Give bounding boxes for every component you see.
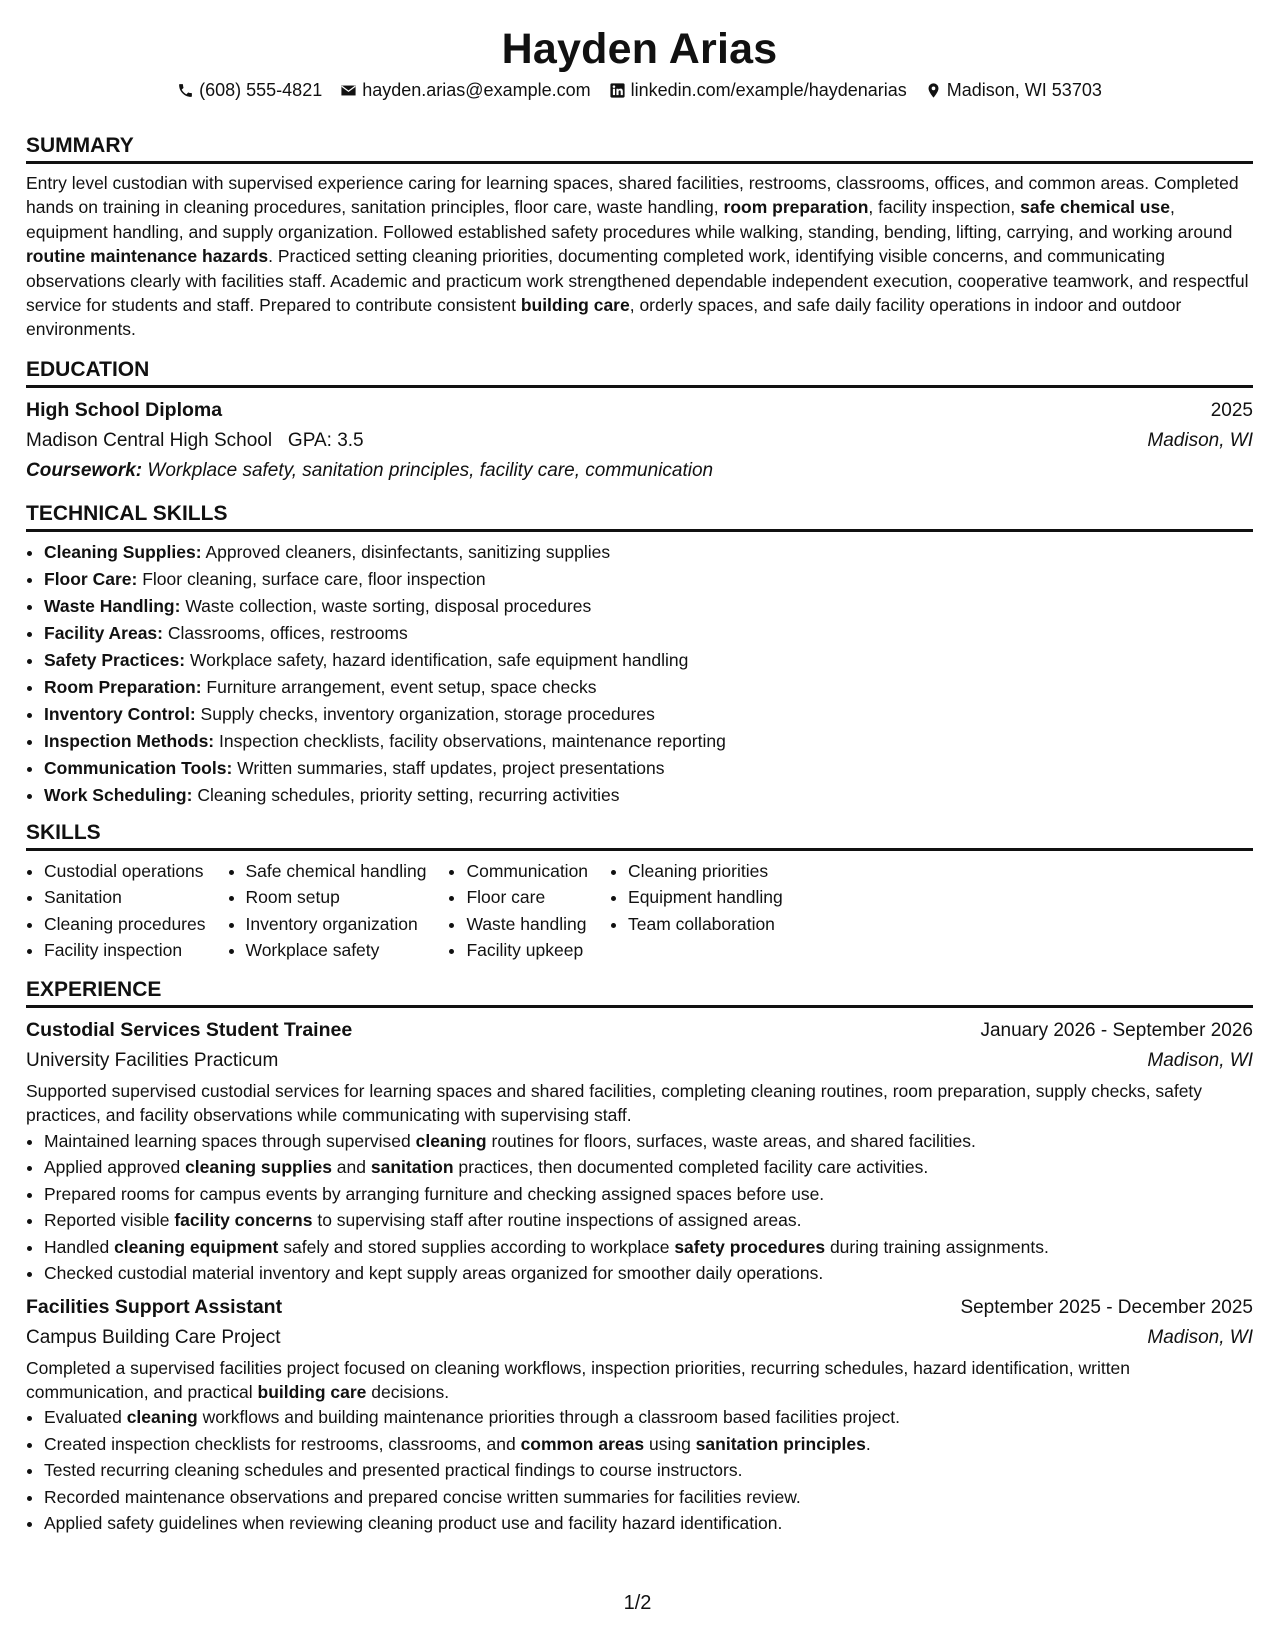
skill-value: Inspection checklists, facility observations, maintenance reporting	[219, 730, 726, 751]
list-item: • Tested recurring cleaning schedules and presented practical findings to course instructors.	[44, 1457, 1253, 1484]
job-description: Supported supervised custodial services for learning spaces and shared facilities, completing cleaning routines, room preparation, supply checks, safety practices, and facility observations while communicating with supervising staff.	[26, 1080, 1203, 1126]
resume-page	[26, 0, 1253, 1537]
job-location: Madison, WI	[1147, 1326, 1253, 1348]
linkedin-link[interactable]: linkedin.com/example/haydenarias	[630, 80, 907, 100]
emphasis-text: facility concerns	[174, 1210, 313, 1231]
section-title-skills: SKILLS	[26, 819, 1253, 851]
job-organization: Campus Building Care Project	[26, 1326, 281, 1348]
list-item: • Facility upkeep	[466, 937, 588, 964]
school-name: Madison Central High School	[26, 429, 273, 451]
summary-section	[26, 132, 1253, 342]
skills-column-3	[448, 858, 588, 964]
school-line	[26, 426, 364, 456]
linkedin-icon	[609, 82, 626, 99]
list-item	[44, 728, 1253, 755]
job-header-row	[26, 1292, 1253, 1323]
list-item	[44, 674, 1253, 701]
emphasis-text: cleaning equipment	[114, 1236, 279, 1257]
skill-value: Waste collection, waste sorting, disposal procedures	[185, 595, 592, 616]
emphasis-text: common areas	[520, 1433, 645, 1454]
gpa: GPA: 3.5	[287, 429, 364, 451]
emphasis-text: routine maintenance hazards	[26, 246, 269, 267]
job-dates: January 2026 - September 2026	[980, 1019, 1253, 1041]
list-item: • Sanitation	[44, 884, 206, 911]
skill-value: Written summaries, staff updates, project presentations	[237, 757, 665, 778]
skills-section	[26, 819, 1253, 964]
emphasis-text: sanitation	[370, 1157, 454, 1178]
location-text: Madison, WI 53703	[946, 80, 1102, 100]
job-location: Madison, WI	[1147, 1049, 1253, 1071]
phone-icon	[177, 82, 194, 99]
list-item: • Communication	[466, 858, 588, 885]
list-item: • Facility inspection	[44, 937, 206, 964]
emphasis-text: building care	[520, 295, 630, 316]
skill-label: Facility Areas:	[44, 622, 163, 643]
skill-label: Inspection Methods:	[44, 730, 215, 751]
experience-section	[26, 976, 1253, 1537]
list-item	[44, 701, 1253, 728]
job-title: Facilities Support Assistant	[26, 1295, 283, 1318]
list-item	[44, 539, 1253, 566]
skill-label: Safety Practices:	[44, 649, 186, 670]
emphasis-text: building care	[257, 1382, 367, 1403]
skills-column-1	[26, 858, 206, 964]
emphasis-text: cleaning supplies	[185, 1157, 332, 1178]
list-item: • Workplace safety	[246, 937, 427, 964]
skill-value: Workplace safety, hazard identification, safe equipment handling	[189, 649, 689, 670]
job-entry-1	[26, 1015, 1253, 1287]
skill-label: Room Preparation:	[44, 676, 202, 697]
list-item: • Room setup	[246, 884, 427, 911]
technical-skills-section	[26, 500, 1253, 809]
skill-label: Communication Tools:	[44, 757, 233, 778]
skill-label: Cleaning Supplies:	[44, 541, 202, 562]
skills-column-4	[610, 858, 783, 964]
skill-label: Waste Handling:	[44, 595, 181, 616]
skill-value: Floor cleaning, surface care, floor inspection	[142, 568, 486, 589]
list-item: • Checked custodial material inventory and kept supply areas organized for smoother daily operations.	[44, 1260, 1253, 1287]
emphasis-text: cleaning	[415, 1130, 487, 1151]
education-section	[26, 356, 1253, 486]
list-item: • Maintained learning spaces through supervised cleaning routines for floors, surfaces, waste areas, and shared facilities.	[44, 1128, 1253, 1155]
skill-value: Furniture arrangement, event setup, space checks	[206, 676, 597, 697]
list-item: • Cleaning procedures	[44, 911, 206, 938]
contact-linkedin	[609, 78, 907, 102]
skill-label: Inventory Control:	[44, 703, 196, 724]
section-title-education: EDUCATION	[26, 356, 1253, 388]
job-bullets	[26, 1404, 1253, 1537]
list-item	[44, 782, 1253, 809]
list-item	[44, 566, 1253, 593]
phone-number[interactable]: (608) 555-4821	[199, 80, 323, 100]
list-item: • Inventory organization	[246, 911, 427, 938]
summary-text: Entry level custodian with supervised experience caring for learning spaces, shared facilities, restrooms, classrooms, offices, and common areas. Completed hands on training in cleaning procedures, sanitation principles, floor care, waste handling, room preparation, facility inspection, safe chemical use, equipment handling, and supply organization. Followed established safety procedures while walking, standing, bending, lifting, carrying, and working around routine maintenance hazards. Practiced setting cleaning priorities, documenting completed work, identifying visible concerns, and communicating observations clearly with facilities staff. Academic and practicum work strengthened dependable independent execution, cooperative teamwork, and respectful service for students and staff. Prepared to contribute consistent building care, orderly spaces, and safe daily facility operations in indoor and outdoor environments.	[26, 173, 1249, 340]
list-item: • Custodial operations	[44, 858, 206, 885]
emphasis-text: room preparation	[723, 197, 869, 218]
skill-value: Supply checks, inventory organization, storage procedures	[200, 703, 655, 724]
list-item: • Safe chemical handling	[246, 858, 427, 885]
list-item: • Created inspection checklists for restrooms, classrooms, and common areas using sanitation principles.	[44, 1431, 1253, 1458]
list-item	[44, 755, 1253, 782]
map-pin-icon	[925, 82, 942, 99]
candidate-name: Hayden Arias	[501, 25, 778, 73]
coursework	[26, 456, 1253, 486]
email-link[interactable]: hayden.arias@example.com	[362, 80, 591, 100]
list-item: • Cleaning priorities	[628, 858, 783, 885]
skills-grid	[26, 858, 1253, 964]
contact-location	[925, 78, 1102, 102]
education-school-row	[26, 426, 1253, 456]
skill-label: Floor Care:	[44, 568, 138, 589]
school-location: Madison, WI	[1147, 429, 1253, 451]
degree: High School Diploma	[26, 398, 223, 421]
list-item: • Equipment handling	[628, 884, 783, 911]
contact-phone	[177, 78, 322, 102]
emphasis-text: sanitation principles	[695, 1433, 866, 1454]
skill-value: Classrooms, offices, restrooms	[167, 622, 408, 643]
job-org-row	[26, 1323, 1253, 1353]
list-item	[44, 593, 1253, 620]
graduation-year: 2025	[1210, 399, 1253, 421]
emphasis-text: safe chemical use	[1020, 197, 1170, 218]
section-title-technical-skills: TECHNICAL SKILLS	[26, 500, 1253, 532]
list-item: • Prepared rooms for campus events by arranging furniture and checking assigned spaces before use.	[44, 1181, 1253, 1208]
list-item: • Recorded maintenance observations and prepared concise written summaries for facilities review.	[44, 1484, 1253, 1511]
list-item: • Applied safety guidelines when reviewing cleaning product use and facility hazard identification.	[44, 1510, 1253, 1537]
list-item: • Floor care	[466, 884, 588, 911]
section-title-summary: SUMMARY	[26, 132, 1253, 164]
list-item: • Waste handling	[466, 911, 588, 938]
envelope-icon	[340, 82, 357, 99]
list-item	[44, 620, 1253, 647]
list-item: • Applied approved cleaning supplies and sanitation practices, then documented completed facility care activities.	[44, 1154, 1253, 1181]
job-dates: September 2025 - December 2025	[960, 1296, 1253, 1318]
list-item: • Team collaboration	[628, 911, 783, 938]
job-description: Completed a supervised facilities project focused on cleaning workflows, inspection priorities, recurring schedules, hazard identification, written communication, and practical building care decisions.	[26, 1357, 1131, 1403]
job-bullets	[26, 1128, 1253, 1287]
skill-value: Cleaning schedules, priority setting, recurring activities	[197, 784, 620, 805]
list-item: • Reported visible facility concerns to supervising staff after routine inspections of assigned areas.	[44, 1207, 1253, 1234]
coursework-list: Workplace safety, sanitation principles, facility care, communication	[147, 459, 714, 481]
contact-email	[340, 78, 590, 102]
emphasis-text: cleaning	[126, 1407, 198, 1428]
job-organization: University Facilities Practicum	[26, 1049, 279, 1071]
skills-column-2	[228, 858, 427, 964]
education-header-row	[26, 395, 1253, 426]
page-number: 1/2	[623, 1592, 652, 1614]
job-org-row	[26, 1046, 1253, 1076]
job-entry-2	[26, 1292, 1253, 1537]
job-title: Custodial Services Student Trainee	[26, 1018, 353, 1041]
emphasis-text: safety procedures	[674, 1236, 826, 1257]
section-title-experience: EXPERIENCE	[26, 976, 1253, 1008]
coursework-label: Coursework:	[26, 459, 143, 481]
contact-bar	[26, 78, 1253, 102]
list-item: • Evaluated cleaning workflows and building maintenance priorities through a classroom based facilities project.	[44, 1404, 1253, 1431]
list-item	[44, 647, 1253, 674]
skill-value: Approved cleaners, disinfectants, sanitizing supplies	[205, 541, 611, 562]
technical-skills-list	[26, 539, 1253, 809]
job-header-row	[26, 1015, 1253, 1046]
list-item: • Handled cleaning equipment safely and stored supplies according to workplace safety procedures during training assignments.	[44, 1234, 1253, 1261]
skill-label: Work Scheduling:	[44, 784, 193, 805]
